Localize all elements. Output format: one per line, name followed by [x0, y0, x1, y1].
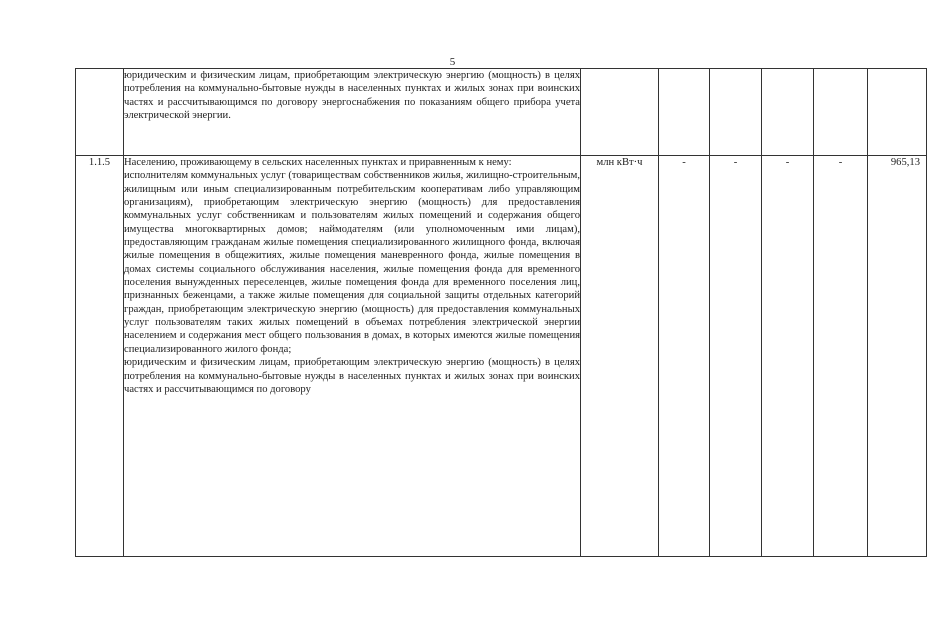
description-paragraph: юридическим и физическим лицам, приобретающим электрическую энергию (мощность) в целях потребления на коммунально-бытовые нужды в населенных пунктах и жилых зонах при воинских частях и рассчитывающимся по договору энергоснабжения по показаниям общего прибора учета электрической энергии.: [124, 70, 580, 122]
unit-cell: [581, 69, 659, 156]
value-cell: [710, 69, 762, 156]
value-cell: [814, 69, 868, 156]
data-table: [75, 68, 927, 557]
row-description-cell: [124, 156, 581, 557]
row-description-cell: [124, 69, 581, 156]
table-row: [76, 156, 927, 557]
value-cell: -: [659, 156, 710, 557]
value-cell: [659, 69, 710, 156]
table-row: [76, 69, 927, 156]
unit-cell: млн кВт·ч: [581, 156, 659, 557]
page-number: 5: [449, 56, 456, 68]
value-cell: -: [814, 156, 868, 557]
value-cell: [868, 69, 927, 156]
value-cell: [762, 69, 814, 156]
description-paragraph: исполнителям коммунальных услуг (товариществам собственников жилья, жилищно-строительным, жилищным или иным специализированным потребительским кооперативам либо управляющим организациям), приобретающим электрическую энергию (мощность) для предоставления коммунальных услуг собственникам и пользователям жилых помещений и содержания общего имущества многоквартирных домов; наймодателям (или уполномоченным ими лицам), предоставляющим гражданам жилые помещения специализированного жилищного фонда, включая жилые помещения в общежитиях, жилые помещения маневренного фонда, жилые помещения в домах системы социального обслуживания населения, жилые помещения фонда для временного поселения вынужденных переселенцев, жилые помещения фонда для временного поселения лиц, признанных беженцами, а также жилые помещения для социальной защиты отдельных категорий граждан, приобретающим электрическую энергию (мощность) для предоставления коммунальных услуг пользователям таких жилых помещений в объемах потребления электрической энергии населением и содержания мест общего пользования в домах, в которых имеются жилые помещения специализированного жилого фонда;: [124, 170, 580, 355]
value-cell: -: [762, 156, 814, 557]
value-cell: -: [710, 156, 762, 557]
description-paragraph: Населению, проживающему в сельских населенных пунктах и приравненным к нему:: [124, 157, 512, 168]
value-cell: 965,13: [868, 156, 927, 557]
description-paragraph: юридическим и физическим лицам, приобретающим электрическую энергию (мощность) в целях потребления на коммунально-бытовые нужды в населенных пунктах и жилых зонах при воинских частях и рассчитывающимся по договору: [124, 357, 580, 395]
row-number-cell: 1.1.5: [76, 156, 124, 557]
row-number-cell: [76, 69, 124, 156]
